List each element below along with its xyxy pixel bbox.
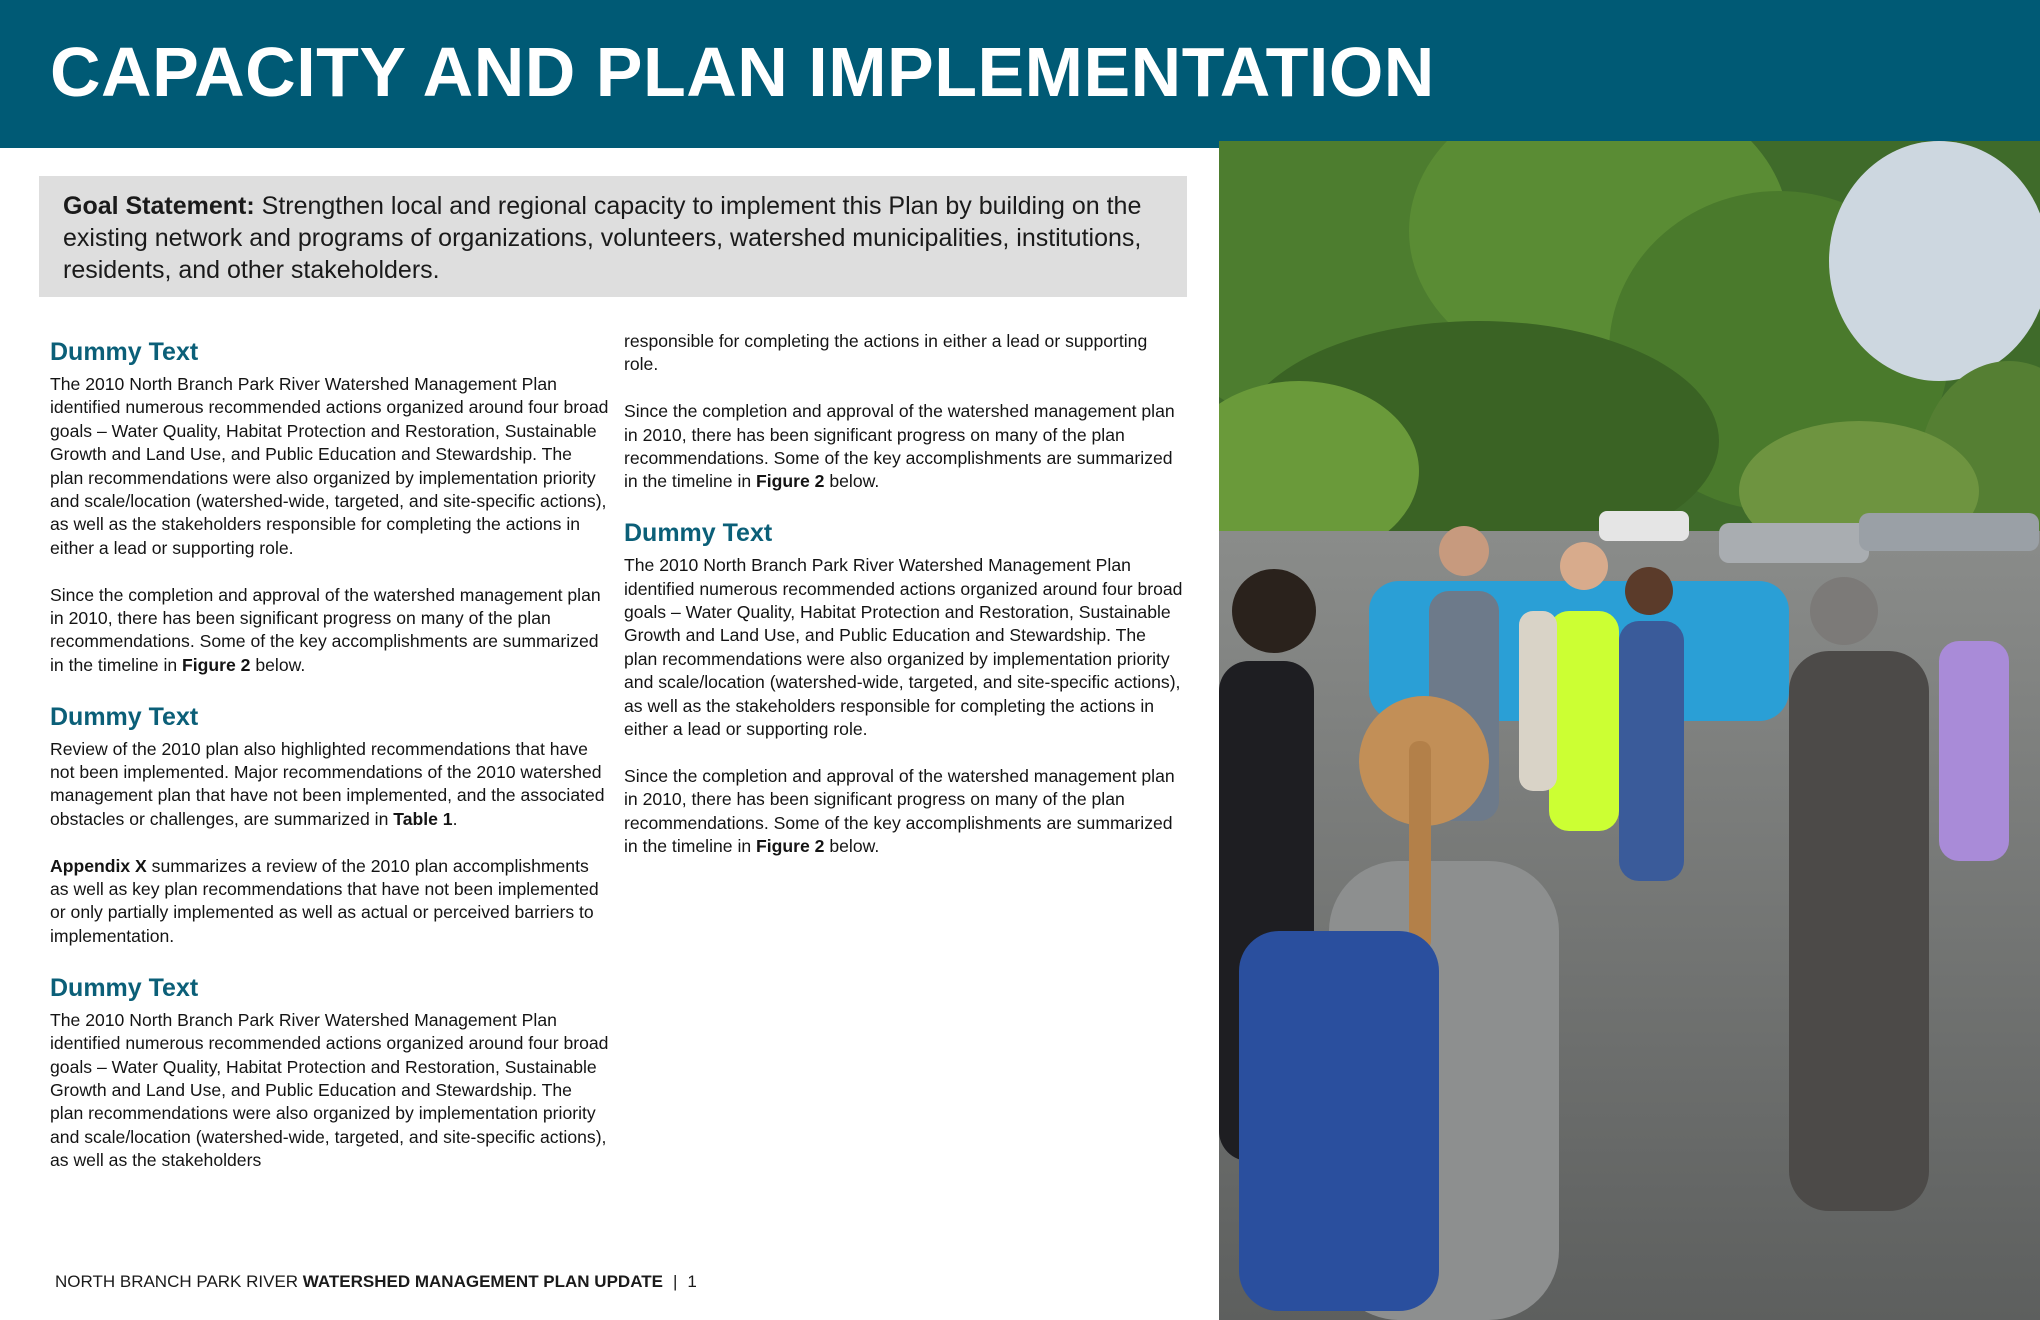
paragraph-continued: responsible for completing the actions in either a lead or supporting role. [624, 331, 1148, 375]
paragraph: Since the completion and approval of the watershed management plan in 2010, there has been significant progress on many of the plan recommendations. Some of the key accomplishments are summarized in the timeline in Figure 2 below. [50, 584, 601, 675]
paragraph: The 2010 North Branch Park River Watershed Management Plan identified numerous recommended actions organized around four broad goals – Water Quality, Habitat Protection and Restoration, Sustainable Growth and Land Use, and Public Education and Stewardship. The plan recommendations were also organized by implementation priority and scale/location (watershed-wide, targeted, and site-specific actions), as well as the stakeholders responsible for completing the actions in either a lead or supporting role. [624, 555, 1183, 740]
section-heading: Dummy Text [50, 702, 199, 731]
paragraph: The 2010 North Branch Park River Watershed Management Plan identified numerous recommended actions organized around four broad goals – Water Quality, Habitat Protection and Restoration, Sustainable Growth and Land Use, and Public Education and Stewardship. The plan recommendations were also organized by implementation priority and scale/location (watershed-wide, targeted, and site-specific actions), as well as the stakeholders responsible for completing the actions in either a lead or supporting role. [50, 374, 609, 558]
figure-ref: Figure 2 [756, 836, 825, 857]
figure-ref: Figure 2 [756, 471, 825, 492]
goal-label: Goal Statement: [63, 192, 255, 220]
figure-ref: Figure 2 [182, 654, 251, 675]
paragraph: Review of the 2010 plan also highlighted recommendations that have not been implemented. Major recommendations of the 2010 watershed management plan that have not been implemented, and the associated obstacles or challenges, are summarized in Table 1. [50, 738, 605, 829]
table-ref: Table 1 [393, 808, 453, 829]
paragraph: Since the completion and approval of the watershed management plan in 2010, there has been significant progress on many of the plan recommendations. Some of the key accomplishments are summarized in the timeline in Figure 2 below. [624, 401, 1175, 492]
footer-title: WATERSHED MANAGEMENT PLAN UPDATE [302, 1272, 663, 1291]
paragraph: The 2010 North Branch Park River Watershed Management Plan identified numerous recommended actions organized around four broad goals – Water Quality, Habitat Protection and Restoration, Sustainable Growth and Land Use, and Public Education and Stewardship. The plan recommendations were also organized by implementation priority and scale/location (watershed-wide, targeted, and site-specific actions), as well as the stakeholders [50, 1009, 609, 1171]
left-column [50, 330, 610, 1196]
page-title: CAPACITY AND PLAN IMPLEMENTATION [50, 33, 1435, 111]
page-footer [55, 1271, 697, 1293]
page-number: 1 [687, 1272, 697, 1291]
right-column [624, 330, 1184, 882]
goal-statement-box [39, 176, 1187, 297]
section-heading: Dummy Text [624, 519, 773, 548]
page-header [0, 0, 2040, 148]
footer-separator: | [672, 1272, 678, 1291]
paragraph: Appendix X summarizes a review of the 2010 plan accomplishments as well as key plan recommendations that have not been implemented or only partially implemented as well as actual or perceived barriers to implementation. [50, 855, 599, 946]
footer-prefix: NORTH BRANCH PARK RIVER [55, 1272, 303, 1291]
section-heading: Dummy Text [50, 338, 199, 366]
paragraph: Since the completion and approval of the watershed management plan in 2010, there has been significant progress on many of the plan recommendations. Some of the key accomplishments are summarized in the timeline in Figure 2 below. [624, 765, 1175, 857]
goal-text: Strengthen local and regional capacity to implement this Plan by building on the existing network and programs of organizations, volunteers, watershed municipalities, institutions, residents, and other stakeholders. [63, 192, 1142, 284]
section-heading: Dummy Text [50, 973, 199, 1002]
appendix-ref: Appendix X [50, 855, 147, 876]
field-meeting-photo [1219, 141, 2040, 1320]
